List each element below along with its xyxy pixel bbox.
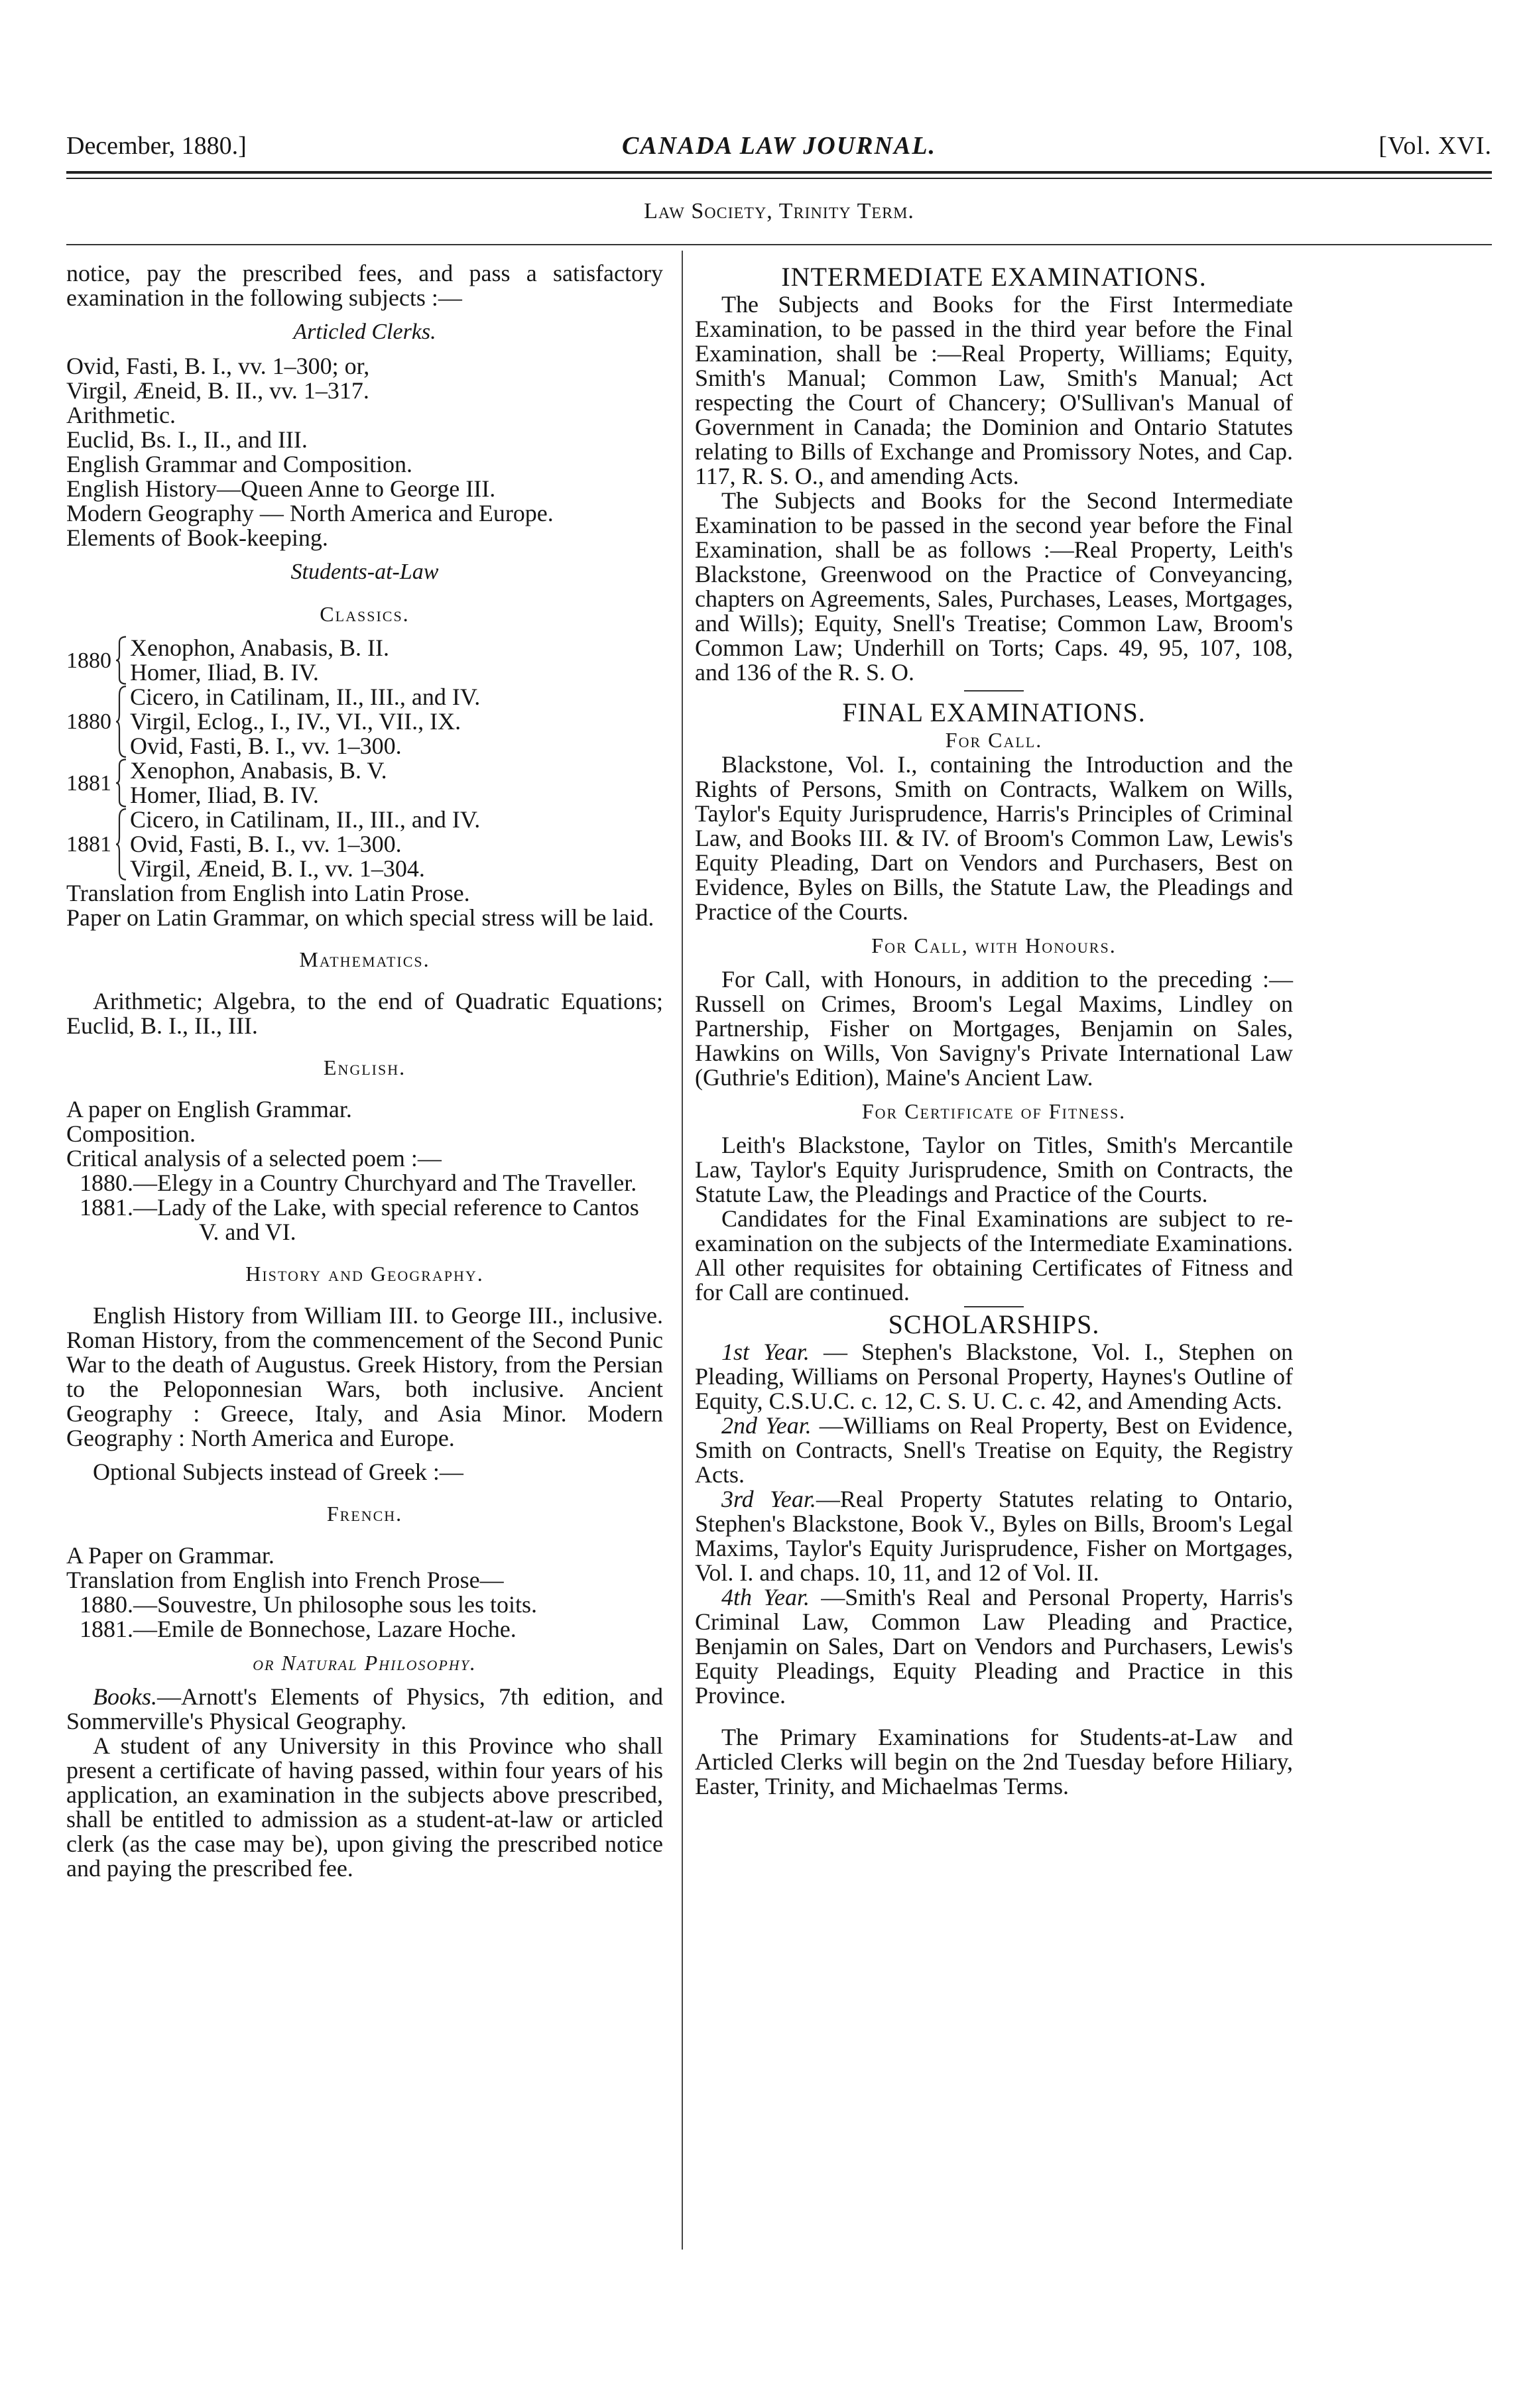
classics-year: 1880 (66, 709, 111, 734)
header-date: December, 1880.] (66, 132, 247, 160)
brace-icon (113, 758, 130, 808)
history-text: English History from William III. to George III., inclusive. Roman History, from the commencement of the Second Punic War to the death of Augustus. Greek History, from the Persian to the Peloponnesian Wars, both inclusive. Ancient Geography : Greece, Italy, and Asia Minor. Modern Geography : North America and Europe. (66, 1302, 663, 1451)
classics-line: Ovid, Fasti, B. I., vv. 1–300. (130, 831, 402, 857)
year-text: —Williams on Real Property, Best on Evidence, Smith on Contracts, Snell's Treatise on Equity, the Registry Acts. (695, 1412, 1294, 1488)
year-text: —Smith's Real and Personal Property, Harris's Criminal Law, Common Law Pleading and Practice, Benjamin on Sales, Dart on Vendors and Purchasers, Lewis's Equity Pleadings, Equity Pleading and Practice in this Province. (695, 1584, 1293, 1709)
latin-paper-line: Paper on Latin Grammar, on which special stress will be laid. (66, 904, 654, 931)
french-item: A Paper on Grammar. (66, 1542, 275, 1569)
history-geography-heading: History and Geography. (245, 1262, 484, 1286)
section-rule (66, 244, 1492, 245)
english-item: Critical analysis of a selected poem :— (66, 1145, 442, 1172)
mathematics-text: Arithmetic; Algebra, to the end of Quadratic Equations; Euclid, B. I., II., III. (66, 988, 663, 1039)
classics-year: 1881 (66, 832, 111, 857)
books-label: Books. (93, 1683, 157, 1710)
scholarships-heading: SCHOLARSHIPS. (888, 1309, 1100, 1339)
articled-item: Modern Geography — North America and Europe. (66, 500, 554, 526)
articled-clerks-heading: Articled Clerks. (293, 320, 436, 344)
classics-heading: Classics. (320, 602, 410, 626)
poem-line: 1880.—Elegy in a Country Churchyard and The Traveller. (80, 1170, 637, 1196)
honours-heading: For Call, with Honours. (871, 933, 1117, 957)
candidates-text: Candidates for the Final Examinations are subject to re-examination on the subjects of the Intermediate Examinations. All other requisites for obtaining Certificates of Fitness and for Call are continued. (695, 1205, 1293, 1305)
scholarship-year (695, 1340, 1293, 1414)
right-column (695, 261, 1293, 1799)
year-text: —Real Property Statutes relating to Ontario, Stephen's Blackstone, Book V., Byles on Bills, Broom's Legal Maxims, Taylor's Equity Jurisprudence, Fisher on Mortgages, Vol. I. and chaps. 10, 11, and 12 of Vol. II. (695, 1486, 1294, 1586)
books-text: —Arnott's Elements of Physics, 7th edition, and Sommerville's Physical Geography. (66, 1683, 663, 1734)
header-volume: [Vol. XVI. (1378, 132, 1492, 160)
primary-examinations-text: The Primary Examinations for Students-at-Law and Articled Clerks will begin on the 2nd Tuesday before Hiliary, Easter, Trinity, and Michaelmas Terms. (695, 1724, 1293, 1799)
french-year-line: 1881.—Emile de Bonnechose, Lazare Hoche. (80, 1616, 517, 1642)
english-item: A paper on English Grammar. (66, 1096, 352, 1122)
year-text: — Stephen's Blackstone, Vol. I., Stephen on Pleading, Williams on Personal Property, Haynes's Outline of Equity, C.S.U.C. c. 12, C. S. U. C. c. 42, and Amending Acts. (695, 1339, 1293, 1414)
poem-line: 1881.—Lady of the Lake, with special reference to Cantos V. and VI. (80, 1194, 639, 1245)
year-label: 4th Year. (721, 1584, 810, 1610)
mathematics-heading: Mathematics. (299, 947, 430, 971)
header-journal-title: CANADA LAW JOURNAL. (621, 132, 937, 160)
articled-item: Ovid, Fasti, B. I., vv. 1–300; or, (66, 353, 370, 379)
section-title: Law Society, Trinity Term. (644, 199, 914, 223)
french-year-line: 1880.—Souvestre, Un philosophe sous les toits. (80, 1591, 537, 1618)
honours-text: For Call, with Honours, in addition to the preceding :—Russell on Crimes, Broom's Legal Maxims, Lindley on Partnership, Fisher on Mortgages, Benjamin on Sales, Hawkins on Wills, Von Savigny's Private International Law (Guthrie's Edition), Maine's Ancient Law. (695, 966, 1293, 1091)
translation-line: Translation from English into Latin Prose. (66, 880, 470, 906)
column-divider (682, 251, 683, 2250)
classics-line: Cicero, in Catilinam, II., III., and IV. (130, 806, 481, 833)
student-paragraph: A student of any University in this Province who shall present a certificate of having passed, within four years of his application, an examination in the subjects above prescribed, shall be entitled to admission as a student-at-law or articled clerk (as the case may be), upon giving the prescribed notice and paying the prescribed fee. (66, 1732, 663, 1882)
natural-philosophy-heading: or Natural Philosophy. (253, 1651, 477, 1675)
scholarship-year (695, 1414, 1293, 1487)
classics-line: Xenophon, Anabasis, B. V. (130, 757, 387, 784)
scholarship-year (695, 1487, 1293, 1585)
for-call-heading: For Call. (945, 728, 1043, 752)
year-label: 3rd Year. (721, 1486, 816, 1512)
classics-group (66, 636, 663, 685)
scholarship-year (695, 1585, 1293, 1708)
classics-group (66, 758, 663, 808)
classics-line: Virgil, Eclog., I., IV., VI., VII., IX. (130, 708, 461, 735)
year-label: 2nd Year. (721, 1412, 812, 1439)
articled-item: Elements of Book-keeping. (66, 524, 328, 551)
classics-line: Cicero, in Catilinam, II., III., and IV. (130, 684, 481, 710)
french-item: Translation from English into French Prose— (66, 1567, 504, 1593)
classics-line: Xenophon, Anabasis, B. II. (130, 634, 389, 661)
left-column (66, 261, 663, 1881)
intermediate-second: The Subjects and Books for the Second Intermediate Examination to be passed in the second year before the Final Examination, shall be as follows :—Real Property, Leith's Blackstone, Greenwood on the Practice of Conveyancing, chapters on Agreements, Sales, Purchases, Leases, Mortgages, and Wills); Equity, Snell's Treatise; Common Law, Broom's Common Law; Underhill on Torts; Caps. 49, 95, 107, 108, and 136 of the R. S. O. (695, 487, 1293, 686)
brace-icon (113, 685, 130, 758)
classics-line: Virgil, Æneid, B. I., vv. 1–304. (130, 855, 425, 882)
classics-line: Ovid, Fasti, B. I., vv. 1–300. (130, 733, 402, 759)
classics-group (66, 808, 663, 881)
running-head (66, 131, 1492, 171)
classics-group (66, 685, 663, 758)
header-rule-thin (66, 178, 1492, 179)
for-call-text: Blackstone, Vol. I., containing the Introduction and the Rights of Persons, Smith on Contracts, Walkem on Wills, Taylor's Equity Jurisprudence, Harris's Principles of Criminal Law, and Books III. & IV. of Broom's Common Law, Lewis's Equity Pleading, Dart on Vendors and Purchasers, Best on Evidence, Byles on Bills, the Statute Law, the Pleadings and Practice of the Courts. (695, 751, 1293, 925)
articled-item: Virgil, Æneid, B. II., vv. 1–317. (66, 377, 369, 404)
separator-rule (964, 1306, 1024, 1307)
classics-line: Homer, Iliad, B. IV. (130, 659, 319, 686)
articled-item: English Grammar and Composition. (66, 451, 412, 477)
separator-rule (964, 690, 1024, 692)
french-heading: French. (326, 1502, 403, 1526)
intermediate-heading: INTERMEDIATE EXAMINATIONS. (781, 262, 1207, 292)
books-paragraph (66, 1685, 663, 1734)
articled-item: Euclid, Bs. I., II., and III. (66, 426, 308, 453)
brace-icon (113, 808, 130, 881)
optional-subjects: Optional Subjects instead of Greek :— (93, 1459, 463, 1485)
fitness-heading: For Certificate of Fitness. (861, 1099, 1127, 1123)
classics-year: 1880 (66, 648, 111, 673)
classics-year: 1881 (66, 770, 111, 796)
fitness-text: Leith's Blackstone, Taylor on Titles, Smith's Mercantile Law, Taylor's Equity Jurisprudence, Smith on Contracts, the Statute Law, the Pleadings and Practice of the Courts. (695, 1132, 1293, 1207)
final-heading: FINAL EXAMINATIONS. (842, 697, 1146, 727)
students-at-law-heading: Students-at-Law (290, 560, 439, 584)
year-label: 1st Year. (721, 1339, 810, 1365)
intro-paragraph: notice, pay the prescribed fees, and pass a satisfactory examination in the following subjects :— (66, 260, 663, 311)
english-item: Composition. (66, 1120, 196, 1147)
articled-item: Arithmetic. (66, 402, 176, 428)
articled-item: English History—Queen Anne to George III. (66, 475, 496, 502)
classics-line: Homer, Iliad, B. IV. (130, 782, 319, 808)
header-rule-thick (66, 171, 1492, 174)
brace-icon (113, 636, 130, 685)
english-heading: English. (323, 1055, 406, 1079)
intermediate-first: The Subjects and Books for the First Intermediate Examination, to be passed in the third year before the Final Examination, shall be :—Real Property, Williams; Equity, Smith's Manual; Common Law, Smith's Manual; Act respecting the Court of Chancery; O'Sullivan's Manual of Government in Canada; the Dominion and Ontario Statutes relating to Bills of Exchange and Promissory Notes, and Cap. 117, R. S. O., and amending Acts. (695, 291, 1293, 489)
